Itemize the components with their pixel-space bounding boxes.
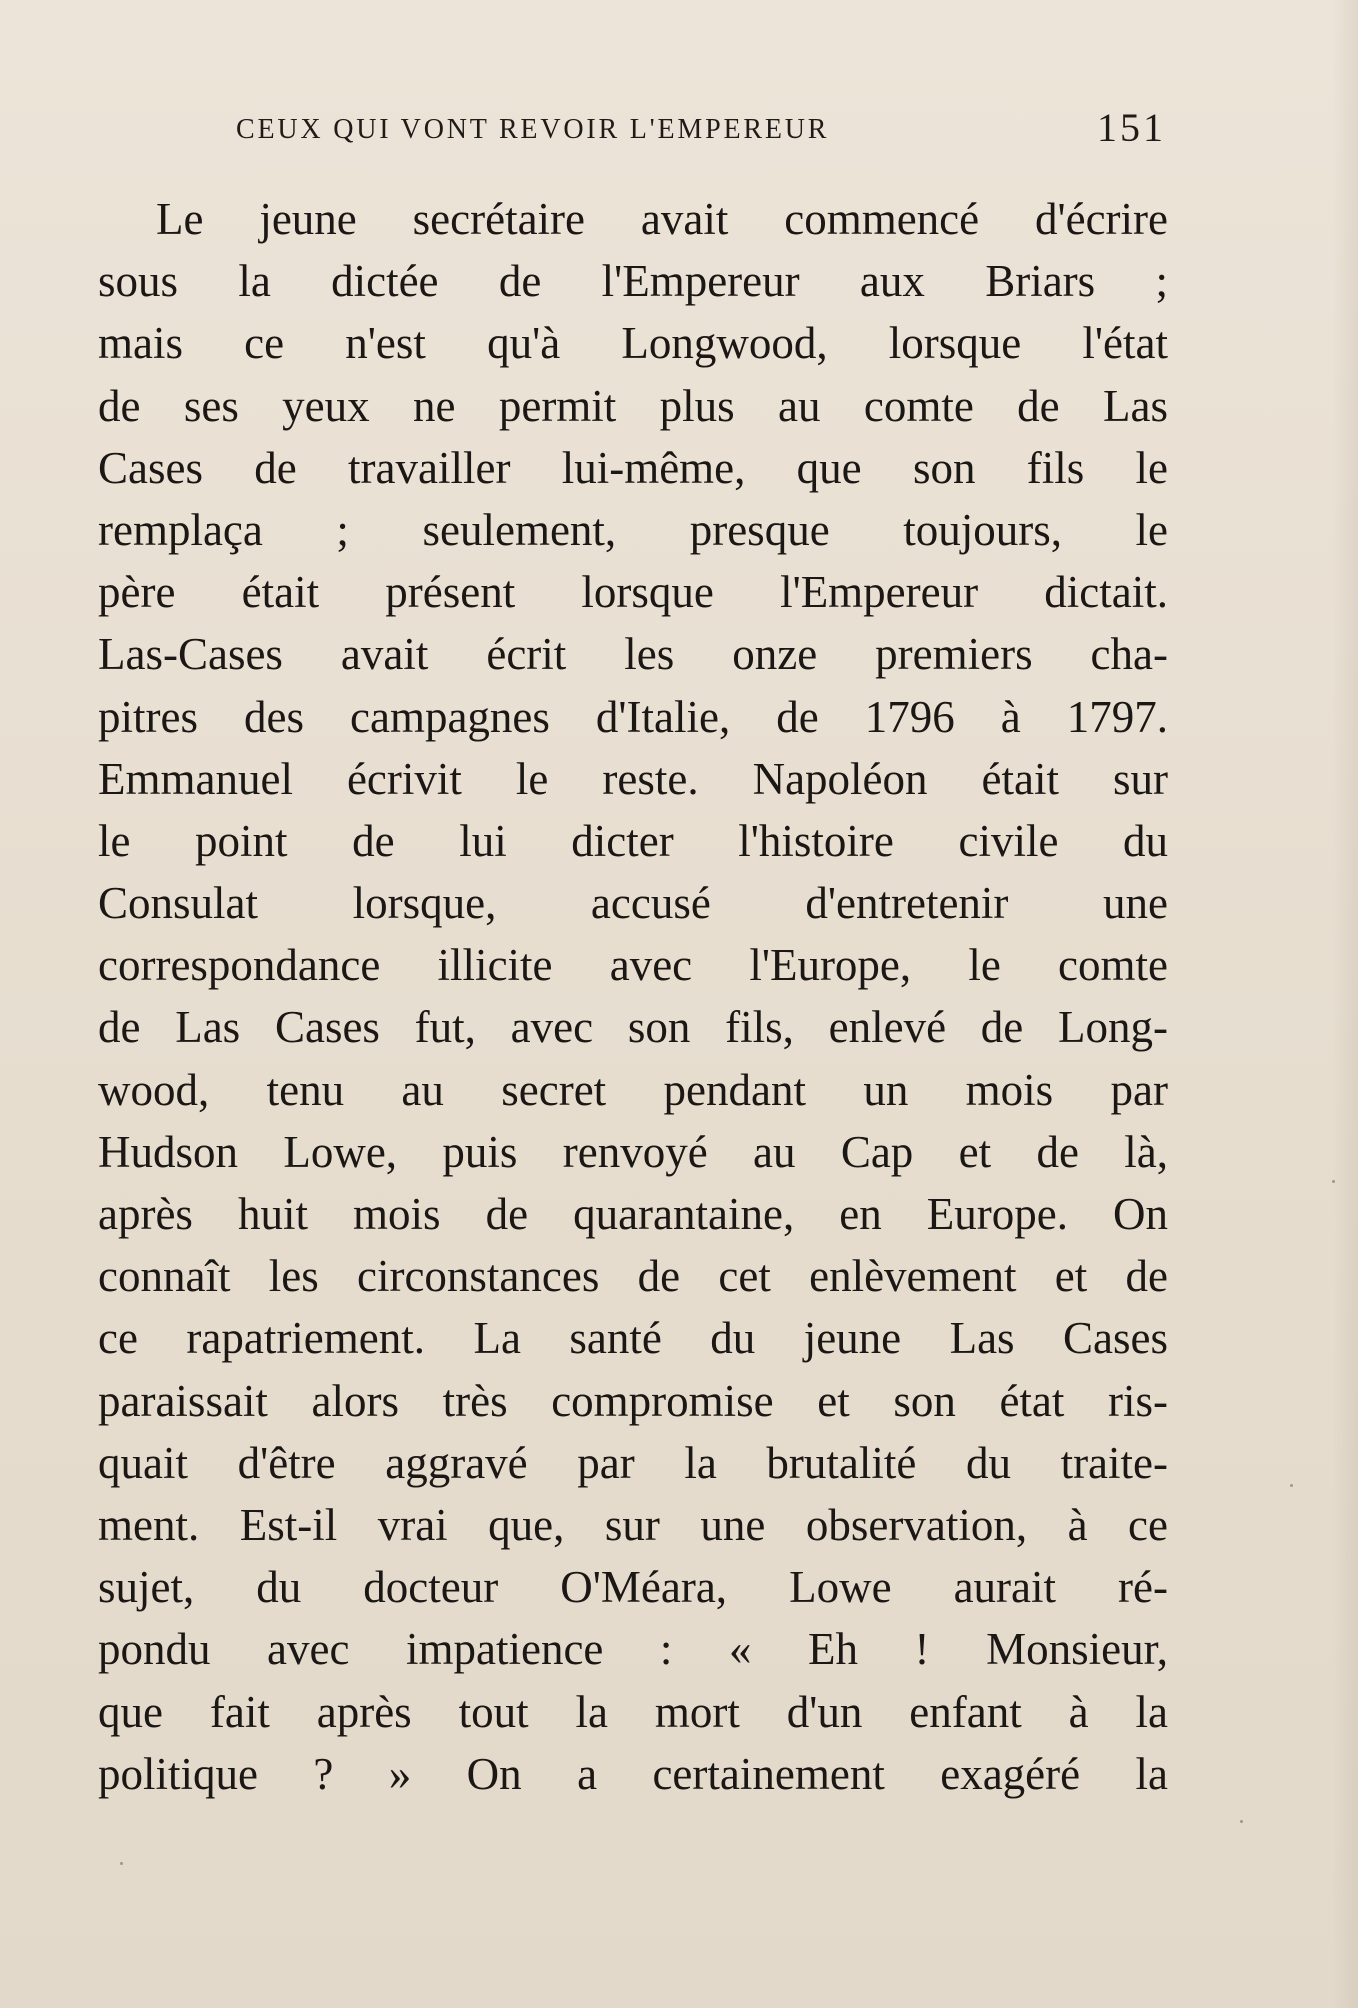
text-line: ce rapatriement. La santé du jeune Las Cases — [98, 1313, 1168, 1364]
text-line: remplaça ; seulement, presque toujours, le — [98, 504, 1168, 555]
text-line: sous la dictée de l'Empereur aux Briars ; — [98, 256, 1168, 307]
text-line: de ses yeux ne permit plus au comte de Las — [98, 380, 1168, 431]
text-line: le point de lui dicter l'histoire civile du — [98, 815, 1168, 866]
text-line: pitres des campagnes d'Italie, de 1796 à 1797. — [98, 691, 1168, 742]
text-line: wood, tenu au secret pendant un mois par — [98, 1064, 1168, 1115]
text-line: mais ce n'est qu'à Longwood, lorsque l'état — [98, 318, 1168, 369]
text-line: paraissait alors très compromise et son état ris- — [98, 1375, 1168, 1426]
text-line: sujet, du docteur O'Méara, Lowe aurait ré- — [98, 1562, 1168, 1613]
text-line: Cases de travailler lui-même, que son fils le — [98, 442, 1168, 493]
text-line: Las-Cases avait écrit les onze premiers cha- — [98, 629, 1168, 680]
text-line: correspondance illicite avec l'Europe, le comte — [98, 940, 1168, 991]
text-line: Consulat lorsque, accusé d'entretenir une — [98, 878, 1168, 929]
text-line: ment. Est-il vrai que, sur une observation, à ce — [98, 1499, 1168, 1550]
running-head — [236, 105, 1166, 172]
text-line: pondu avec impatience : « Eh ! Monsieur, — [98, 1624, 1168, 1675]
text-line: que fait après tout la mort d'un enfant à la — [98, 1686, 1168, 1737]
text-line: quait d'être aggravé par la brutalité du traite- — [98, 1437, 1168, 1488]
text-line: Le jeune secrétaire avait commencé d'écrire — [156, 194, 1168, 244]
page-edge-shadow — [1332, 0, 1358, 2008]
text-line: de Las Cases fut, avec son fils, enlevé de Long- — [98, 1002, 1168, 1053]
paper-speck — [1290, 1484, 1293, 1487]
text-line: Emmanuel écrivit le reste. Napoléon était sur — [98, 753, 1168, 804]
page-number: 151 — [1097, 105, 1166, 150]
paper-speck — [120, 1862, 123, 1865]
text-line: après huit mois de quarantaine, en Europe. On — [98, 1189, 1168, 1239]
body-text — [98, 188, 1168, 1805]
text-line: père était présent lorsque l'Empereur dictait. — [98, 567, 1168, 618]
text-line: politique ? » On a certainement exagéré la — [98, 1748, 1168, 1799]
running-title: CEUX QUI VONT REVOIR L'EMPEREUR — [236, 114, 830, 145]
text-line: Hudson Lowe, puis renvoyé au Cap et de là, — [98, 1126, 1168, 1177]
text-line: connaît les circonstances de cet enlèvement et de — [98, 1251, 1168, 1302]
paper-speck — [1240, 1820, 1243, 1823]
